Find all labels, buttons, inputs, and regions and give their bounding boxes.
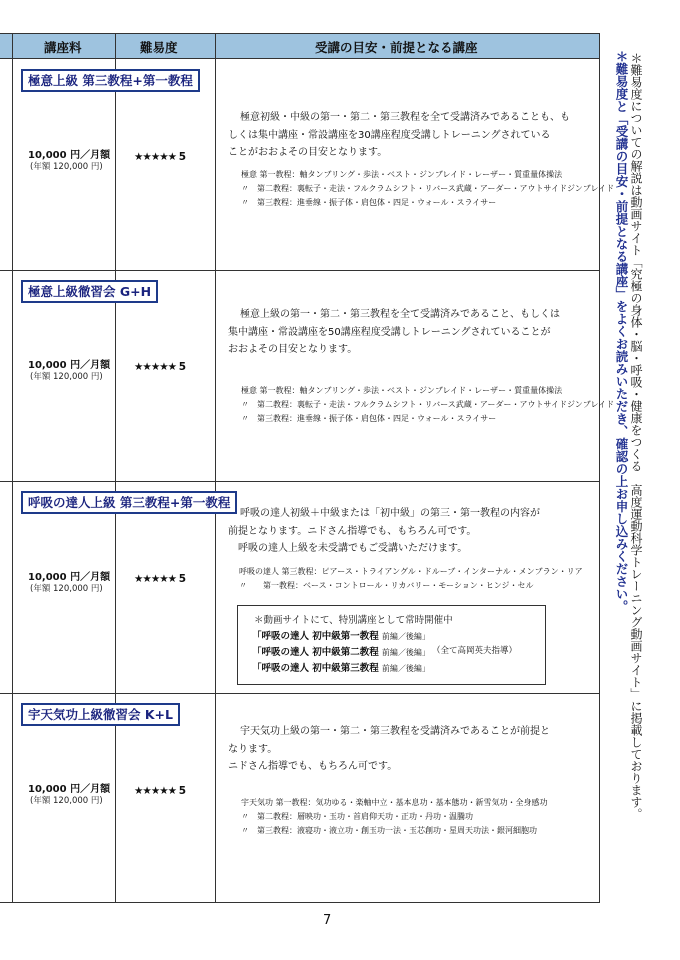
course-title: 極意上級 第三教程+第一教程: [21, 69, 200, 92]
course-description: 呼吸の達人初級＋中級または「初中級」の第三・第一教程の内容が 前提となります。ニドさん指導でも、もちろん可です。 呼吸の達人上級を未受講でもご受講いただけます。: [228, 508, 540, 554]
course-price: 10,000 円／月額: [28, 360, 111, 371]
curriculum-line: 極意 第一教程：軸タンブリング・歩法・ベスト・ジンブレイド・レーザー・質重量体操法: [241, 170, 563, 179]
col-divider: [115, 33, 116, 903]
curriculum-line: 〃 第二教程：層映功・玉功・首肩仰天功・正功・丹功・温騰功: [241, 812, 473, 821]
course-title: 呼吸の達人上級 第三教程+第一教程: [21, 491, 237, 514]
curriculum-line: 極意 第一教程：軸タンブリング・歩法・ベスト・ジンブレイド・レーザー・質重量体操法: [241, 386, 563, 395]
notice-part: 前編／後編」: [381, 664, 430, 673]
side-note-difficulty-info: ＊難易度についての解説は動画サイト「究極の身体・脳・呼吸・健康をつくる 高度運動科学トレーニング動画サイト」に掲載しております。: [629, 52, 643, 820]
course-description: 極意上級の第一・第二・第三教程を全て受講済みであること、もしくは 集中講座・常設講座を50講座程度受講しトレーニングされていることが おおよその目安となります。: [228, 309, 560, 355]
notice-intro: ＊動画サイトにて、特別講座として常時開催中: [254, 615, 453, 626]
notice-part: 前編／後編」: [381, 648, 430, 657]
curriculum-line: 宇天気功 第一教程：気功ゆる・楽軸中立・基本息功・基本態功・新雪気功・全身感功: [241, 798, 548, 807]
curriculum-line: 〃 第一教程：ベース・コントロール・リカバリー・モーション・ヒンジ・セル: [239, 581, 534, 590]
notice-part: 前編／後編」: [381, 632, 430, 641]
curriculum-line: 〃 第三教程：液寝功・液立功・創玉功一法・玉芯創功・星周天功法・銀河細胞功: [241, 826, 537, 835]
course-price: 10,000 円／月額: [28, 784, 111, 795]
curriculum-line: 〃 第二教程：裏転子・走法・フルクラムシフト・リバース武蔵・アーダー・アウトサイドジンブレイド: [241, 184, 615, 193]
video-notice-box: [237, 605, 546, 685]
row-divider: [0, 481, 600, 482]
difficulty-stars: ★★★★★ 5: [134, 785, 186, 797]
curriculum-line: 〃 第三教程：進垂線・振子体・肩包体・四足・ウォール・スライサー: [241, 198, 497, 207]
notice-course: 「呼吸の達人 初中級第三教程: [252, 663, 379, 674]
course-annual-price: (年額 120,000 円): [30, 372, 103, 382]
header-fee: 講座料: [44, 40, 82, 55]
page-number: 7: [323, 913, 332, 928]
row-divider: [0, 693, 600, 694]
course-price: 10,000 円／月額: [28, 572, 111, 583]
course-description: 宇天気功上級の第一・第二・第三教程を受講済みであることが前提と なります。 ニドさん指導でも、もちろん可です。: [228, 726, 550, 772]
course-annual-price: (年額 120,000 円): [30, 796, 103, 806]
difficulty-stars: ★★★★★ 5: [134, 361, 186, 373]
notice-course: 「呼吸の達人 初中級第一教程: [252, 631, 379, 642]
side-note-read-carefully: ＊難易度と「受講の目安・前提となる講座」をよくお読みいただき、確認の上お申し込みください。: [614, 50, 629, 613]
course-annual-price: (年額 120,000 円): [30, 584, 103, 594]
col-divider: [215, 33, 216, 903]
course-price: 10,000 円／月額: [28, 150, 111, 161]
curriculum-line: 〃 第三教程：進垂線・振子体・肩包体・四足・ウォール・スライサー: [241, 414, 497, 423]
course-annual-price: (年額 120,000 円): [30, 162, 103, 172]
header-requirements: 受講の目安・前提となる講座: [315, 40, 478, 55]
curriculum-line: 〃 第二教程：裏転子・走法・フルクラムシフト・リバース武蔵・アーダー・アウトサイドジンブレイド: [241, 400, 615, 409]
notice-course: 「呼吸の達人 初中級第二教程: [252, 647, 379, 658]
difficulty-stars: ★★★★★ 5: [134, 573, 186, 585]
curriculum-line: 呼吸の達人 第三教程：ピアース・トライアングル・ドルーブ・インターナル・メンブラン・リア: [239, 567, 583, 576]
course-title: 極意上級徹習会 G+H: [21, 280, 158, 303]
course-description: 極意初級・中級の第一・第二・第三教程を全て受講済みであることも、も しくは集中講座・常設講座を30講座程度受講しトレーニングされている ことがおおよその目安となります。: [228, 112, 570, 158]
row-divider: [0, 270, 600, 271]
notice-instructor: （全て高岡英夫指導）: [432, 646, 518, 656]
header-difficulty: 難易度: [140, 40, 178, 55]
difficulty-stars: ★★★★★ 5: [134, 151, 186, 163]
course-title: 宇天気功上級徹習会 K+L: [21, 703, 180, 726]
col-divider: [12, 33, 13, 903]
